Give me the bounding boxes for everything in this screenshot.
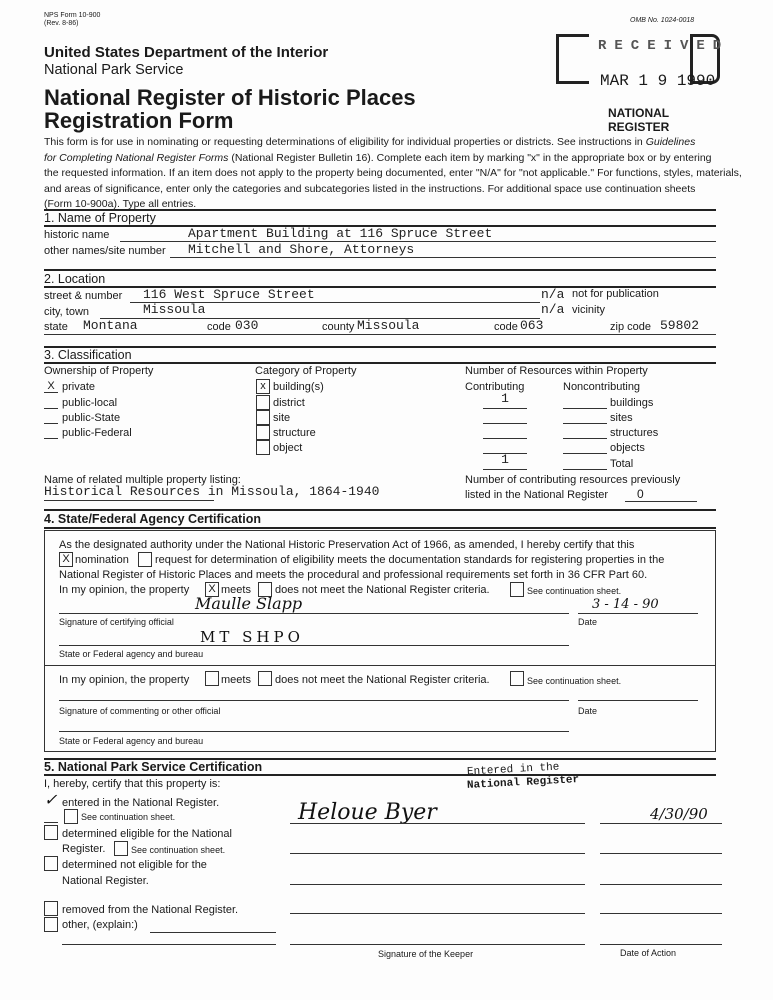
agency-label: State or Federal agency and bureau — [59, 736, 204, 746]
keeper-signature: Heloue Byer — [298, 800, 437, 825]
ownership-label: Ownership of Property — [44, 365, 154, 377]
related-listing-label: Name of related multiple property listing: — [44, 474, 241, 486]
historic-name-value: Apartment Building at 116 Spruce Street — [188, 226, 493, 241]
public-state-label: public-State — [62, 412, 121, 424]
building-label: building(s) — [273, 381, 324, 393]
determination-checkbox[interactable] — [138, 552, 152, 567]
continuation-label: See continuation sheet. — [81, 812, 176, 822]
nfp-label: not for publication — [572, 288, 659, 300]
other-names-label: other names/site number — [44, 245, 166, 257]
meets-checkbox[interactable] — [205, 671, 219, 686]
object-checkbox[interactable] — [256, 440, 270, 455]
continuation-checkbox[interactable] — [510, 582, 524, 597]
not-meets-checkbox[interactable] — [258, 671, 272, 686]
structures-label: structures — [610, 427, 659, 439]
eligible-checkbox[interactable] — [44, 825, 58, 840]
sites-label: sites — [610, 412, 633, 424]
continuation-label: See continuation sheet. — [527, 676, 622, 686]
previous-count-label: listed in the National Register — [465, 489, 609, 501]
state-value: Montana — [83, 318, 138, 333]
opinion-label: In my opinion, the property — [59, 584, 190, 596]
stamp-org: REGISTER — [608, 120, 670, 134]
noncontributing-label: Noncontributing — [563, 381, 641, 393]
district-label: district — [273, 397, 305, 409]
private-checkbox[interactable]: X — [44, 380, 58, 393]
keeper-label: Signature of the Keeper — [378, 949, 474, 959]
action-date: 4/30/90 — [650, 805, 708, 823]
building-checkbox[interactable]: x — [256, 379, 270, 394]
buildings-label: buildings — [610, 397, 654, 409]
agency-label: State or Federal agency and bureau — [59, 649, 204, 659]
date-label: Date — [578, 617, 598, 627]
certifying-signature: Maulle Slapp — [195, 594, 303, 613]
public-federal-label: public-Federal — [62, 427, 132, 439]
certifying-date: 3 - 14 - 90 — [592, 597, 659, 612]
signature-label: Signature of certifying official — [59, 617, 174, 627]
nomination-label: nomination — [75, 554, 129, 566]
opinion-label: In my opinion, the property — [59, 674, 190, 686]
other-names-value: Mitchell and Shore, Attorneys — [188, 242, 415, 257]
date-of-action-label: Date of Action — [620, 948, 677, 958]
city-label: city, town — [44, 306, 90, 318]
section-3-heading: 3. Classification — [44, 348, 132, 362]
continuation-label: See continuation sheet. — [131, 845, 226, 855]
zip-label: zip code — [610, 321, 651, 333]
eligible-label: Register. — [62, 843, 106, 855]
meets-label: meets — [221, 674, 251, 686]
state-label: state — [44, 321, 68, 333]
resources-label: Number of Resources within Property — [465, 365, 648, 377]
form-number: NPS Form 10-900 — [44, 12, 101, 19]
nomination-checkbox[interactable]: X — [59, 552, 73, 567]
not-meets-label: does not meet the National Register criteria. — [275, 674, 490, 686]
removed-label: removed from the National Register. — [62, 904, 239, 916]
structure-label: structure — [273, 427, 316, 439]
not-meets-label: does not meet the National Register criteria. — [275, 584, 490, 596]
county-value: Missoula — [357, 318, 420, 333]
page-subtitle: Registration Form — [44, 108, 234, 133]
entered-label: entered in the National Register. — [62, 797, 220, 809]
public-state-checkbox[interactable] — [44, 423, 58, 424]
section-5-heading: 5. National Park Service Certification — [44, 760, 263, 774]
eligible-label: determined eligible for the National — [62, 828, 232, 840]
previous-count-label: Number of contributing resources previously — [465, 474, 681, 486]
instructions: This form is for use in nominating or requesting determinations of eligibility for individual properties or districts. See instructions in Guidelines for Completing National Register Forms (National Register Bulletin 16). Complete each item by marking "x" in the appropriate box or by entering the requested information. If an item does not apply to the property being documented, enter "N/A" for "not applicable." For functions, styles, materials, and areas of significance, enter only the categories and subcategories listed in the instructions. For additional space use continuation sheets (Form 10-900a). Type all entries. — [44, 136, 742, 210]
service-name: National Park Service — [44, 62, 184, 78]
other-label: other, (explain:) — [62, 919, 138, 931]
vicinity-value: n/a — [541, 302, 565, 317]
object-label: object — [273, 442, 303, 454]
not-eligible-checkbox[interactable] — [44, 856, 58, 871]
objects-label: objects — [610, 442, 645, 454]
see-cont-blank — [44, 822, 58, 823]
section-2-heading: 2. Location — [44, 272, 106, 286]
certification-text: As the designated authority under the National Historic Preservation Act of 1966, as amended, I hereby certify that this — [59, 539, 635, 551]
street-label: street & number — [44, 290, 123, 302]
county-code-label: code — [494, 321, 518, 333]
form-revision: (Rev. 8-86) — [44, 20, 79, 27]
vicinity-label: vicinity — [572, 304, 606, 316]
structure-checkbox[interactable] — [256, 425, 270, 440]
department-name: United States Department of the Interior — [44, 44, 329, 61]
county-label: county — [322, 321, 355, 333]
zip-value: 59802 — [660, 318, 700, 333]
nfp-value: n/a — [541, 287, 565, 302]
state-code-label: code — [207, 321, 231, 333]
public-local-checkbox[interactable] — [44, 408, 58, 409]
contributing-total: 1 — [483, 452, 527, 470]
district-checkbox[interactable] — [256, 395, 270, 410]
county-code-value: 063 — [520, 318, 544, 333]
site-checkbox[interactable] — [256, 410, 270, 425]
stamp-date: MAR 1 9 1990 — [600, 72, 716, 90]
certification-text: request for determination of eligibility meets the documentation standards for registering properties in the — [155, 554, 665, 566]
contributing-label: Contributing — [465, 381, 525, 393]
not-eligible-label: National Register. — [62, 875, 149, 887]
public-federal-checkbox[interactable] — [44, 438, 58, 439]
signature-label: Signature of commenting or other official — [59, 706, 221, 716]
site-label: site — [273, 412, 291, 424]
previous-count-value: 0 — [625, 487, 697, 502]
state-code-value: 030 — [235, 318, 259, 333]
section-1-heading: 1. Name of Property — [44, 211, 156, 225]
related-listing-value: Historical Resources in Missoula, 1864-1940 — [44, 484, 380, 499]
entered-stamp: National Register — [466, 774, 580, 792]
entered-checkbox[interactable]: ✓ — [44, 790, 58, 809]
omb-number: OMB No. 1024-0018 — [630, 17, 695, 24]
section-4-heading: 4. State/Federal Agency Certification — [44, 512, 261, 526]
nps-intro: I, hereby, certify that this property is: — [44, 778, 221, 790]
continuation-label: See continuation sheet. — [527, 586, 622, 596]
continuation-checkbox[interactable] — [114, 841, 128, 856]
date-label: Date — [578, 706, 598, 716]
page-title: National Register of Historic Places — [44, 85, 416, 110]
certification-text: National Register of Historic Places and meets the procedural and professional requirements set forth in 36 CFR Part 60. — [59, 569, 648, 581]
total-label: Total — [610, 458, 634, 470]
removed-checkbox[interactable] — [44, 901, 58, 916]
public-local-label: public-local — [62, 397, 118, 409]
street-value: 116 West Spruce Street — [143, 287, 315, 302]
city-value: Missoula — [143, 302, 206, 317]
stamp-org: NATIONAL — [608, 106, 670, 120]
meets-label: meets — [221, 584, 251, 596]
contributing-buildings: 1 — [483, 391, 527, 409]
meets-checkbox[interactable]: X — [205, 582, 219, 597]
agency-value: MT SHPO — [200, 628, 304, 646]
continuation-checkbox[interactable] — [64, 809, 78, 824]
other-checkbox[interactable] — [44, 917, 58, 932]
continuation-checkbox[interactable] — [510, 671, 524, 686]
private-label: private — [62, 381, 96, 393]
stamp-received: RECEIVED — [598, 38, 730, 54]
historic-name-label: historic name — [44, 229, 110, 241]
category-label: Category of Property — [255, 365, 357, 377]
not-eligible-label: determined not eligible for the — [62, 859, 207, 871]
entered-stamp: Entered in the — [466, 761, 560, 779]
